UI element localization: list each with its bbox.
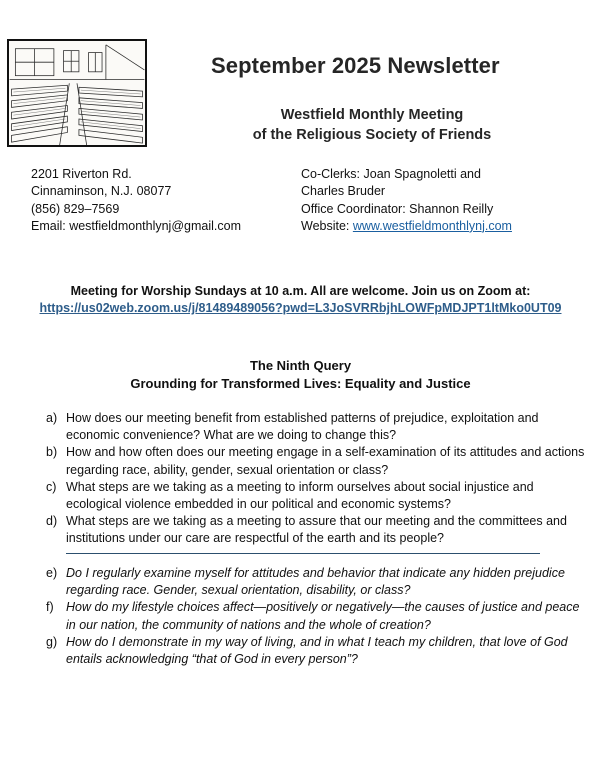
item-text: What steps are we taking as a meeting to assure that our meeting and the committees and institutions under our care are respectful of the earth and its people? [66, 514, 567, 546]
co-clerks-line: Co-Clerks: Joan Spagnoletti and [301, 167, 481, 181]
item-marker: g) [46, 634, 58, 649]
worship-text: Meeting for Worship Sundays at 10 a.m. All are welcome. Join us on Zoom at: [70, 284, 531, 298]
org-line-2: of the Religious Society of Friends [252, 127, 492, 143]
personal-query-list [44, 565, 592, 668]
item-text: How and how often does our meeting engage in a self-examination of its attitudes and actions regarding race, ability, gender, sexual orientation or class? [66, 445, 585, 477]
item-marker: e) [46, 566, 58, 580]
zoom-link[interactable]: https://us02web.zoom.us/j/81489489056?pwd=L3JoSVRRbjhLOWFpMDJPT1ltMko0UT09 [39, 301, 562, 315]
address-block [31, 166, 241, 235]
list-item [44, 634, 592, 668]
staff-block [301, 166, 512, 235]
query-title: The Ninth Query [249, 358, 352, 373]
item-text: Do I regularly examine myself for attitudes and behavior that indicate any hidden prejudice regarding race. Gender, sexual orientation, disability, or class? [66, 566, 565, 598]
query-heading [0, 357, 601, 393]
phone-number: (856) 829–7569 [31, 201, 120, 216]
co-clerks-line-2: Charles Bruder [301, 184, 386, 199]
city-state-zip: Cinnaminson, N.J. 08077 [31, 184, 172, 199]
meeting-query-list [44, 410, 592, 548]
item-marker: f) [46, 600, 54, 615]
website-link[interactable]: www.westfieldmonthlynj.com [352, 218, 512, 233]
item-marker: b) [46, 445, 58, 460]
website-line [301, 218, 512, 235]
list-item [44, 410, 592, 444]
item-marker: a) [46, 411, 58, 425]
list-item [44, 479, 592, 513]
item-text: What steps are we taking as a meeting to inform ourselves about social injustice and ecological violence embedded in our political and economic systems? [66, 479, 534, 512]
item-text: How do my lifestyle choices affect—positively or negatively—the causes of justice and peace in our nation, the community of nations and the whole of creation? [66, 600, 580, 632]
item-marker: c) [46, 479, 57, 494]
newsletter-title: September 2025 Newsletter [211, 53, 500, 78]
list-item [44, 444, 592, 478]
item-marker: d) [46, 514, 58, 529]
meeting-house-sketch-logo [7, 39, 147, 147]
meeting-house-sketch-icon [9, 41, 145, 145]
item-text: How does our meeting benefit from established patterns of prejudice, exploitation and economic convenience? What are we doing to change this? [66, 411, 539, 443]
email-address: Email: westfieldmonthlynj@gmail.com [31, 218, 241, 233]
office-coordinator: Office Coordinator: Shannon Reilly [301, 201, 494, 216]
worship-notice [0, 283, 601, 317]
query-subtitle: Grounding for Transformed Lives: Equality and Justice [130, 376, 471, 391]
list-item [44, 565, 592, 599]
street-address: 2201 Riverton Rd. [31, 167, 132, 181]
website-label: Website: [301, 218, 353, 233]
org-line-1: Westfield Monthly Meeting [280, 107, 464, 123]
list-item [44, 599, 592, 633]
item-text: How do I demonstrate in my way of living, and in what I teach my children, that love of God entails acknowledging “that of God in every person”? [66, 634, 568, 667]
organization-name [232, 105, 512, 145]
list-item [44, 513, 592, 547]
section-divider [66, 553, 540, 554]
